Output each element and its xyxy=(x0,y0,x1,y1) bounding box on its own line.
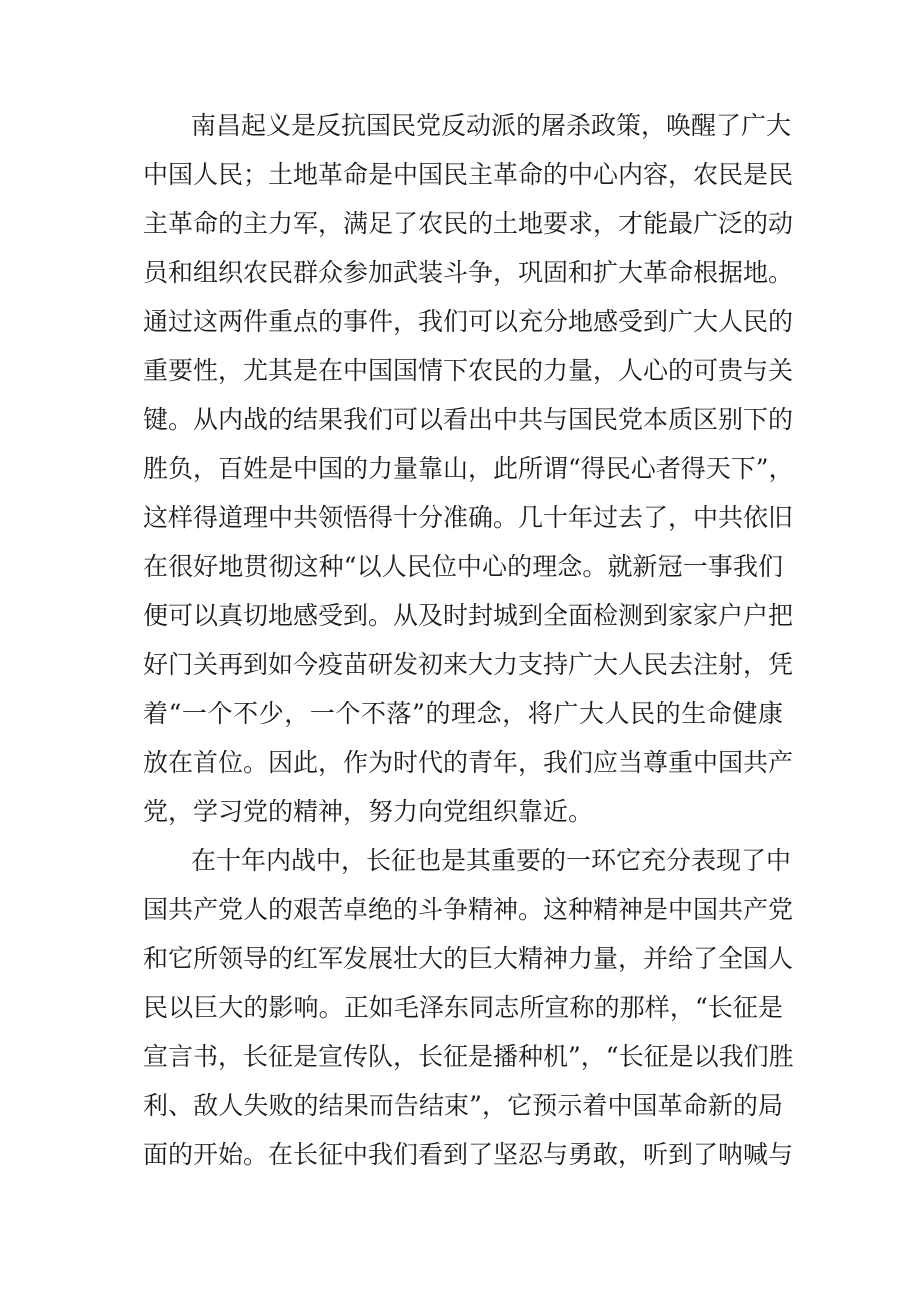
paragraph-1-line-5: 通过这两件重点的事件，我们可以充分地感受到广大人民的 xyxy=(143,307,794,336)
paragraph-2-line-5: 宣言书，长征是宣传队，长征是播种机”，“长征是以我们胜 xyxy=(143,1042,794,1071)
paragraph-2-line-2: 国共产党人的艰苦卓绝的斗争精神。这种精神是中国共产党 xyxy=(143,895,794,924)
paragraph-1-line-9: 这样得道理中共领悟得十分准确。几十年过去了，中共依旧 xyxy=(143,503,794,532)
paragraph-1-line-1: 南昌起义是反抗国民党反动派的屠杀政策，唤醒了广大 xyxy=(191,111,792,140)
paragraph-1-line-15: 党，学习党的精神，努力向党组织靠近。 xyxy=(143,797,594,826)
paragraph-2-line-7: 面的开始。在长征中我们看到了坚忍与勇敢，听到了呐喊与 xyxy=(143,1140,794,1169)
paragraph-1-line-12: 好门关再到如今疫苗研发初来大力支持广大人民去注射，凭 xyxy=(143,650,794,679)
paragraph-2-line-4: 民以巨大的影响。正如毛泽东同志所宣称的那样，“长征是 xyxy=(143,993,783,1022)
paragraph-1-line-8: 胜负，百姓是中国的力量靠山，此所谓“得民心者得天下”， xyxy=(143,454,794,483)
paragraph-2-line-1: 在十年内战中，长征也是其重要的一环它充分表现了中 xyxy=(191,846,792,875)
paragraph-2-line-3: 和它所领导的红军发展壮大的巨大精神力量，并给了全国人 xyxy=(143,944,794,973)
paragraph-1-line-3: 主革命的主力军，满足了农民的土地要求，才能最广泛的动 xyxy=(143,209,794,238)
paragraph-1-line-13: 着“一个不少，一个不落”的理念，将广大人民的生命健康 xyxy=(143,699,783,728)
paragraph-1-line-2: 中国人民；土地革命是中国民主革命的中心内容，农民是民 xyxy=(143,160,794,189)
paragraph-1-line-14: 放在首位。因此，作为时代的青年，我们应当尊重中国共产 xyxy=(143,748,794,777)
paragraph-1-line-4: 员和组织农民群众参加武装斗争，巩固和扩大革命根据地。 xyxy=(143,258,794,287)
paragraph-1-line-7: 键。从内战的结果我们可以看出中共与国民党本质区别下的 xyxy=(143,405,794,434)
paragraph-1-line-6: 重要性，尤其是在中国国情下农民的力量，人心的可贵与关 xyxy=(143,356,794,385)
paragraph-1-line-11: 便可以真切地感受到。从及时封城到全面检测到家家户户把 xyxy=(143,601,794,630)
paragraph-1-line-10: 在很好地贯彻这种“以人民位中心的理念。就新冠一事我们 xyxy=(143,552,783,581)
paragraph-2-line-6: 利、敌人失败的结果而告结束”，它预示着中国革命新的局 xyxy=(143,1091,783,1120)
